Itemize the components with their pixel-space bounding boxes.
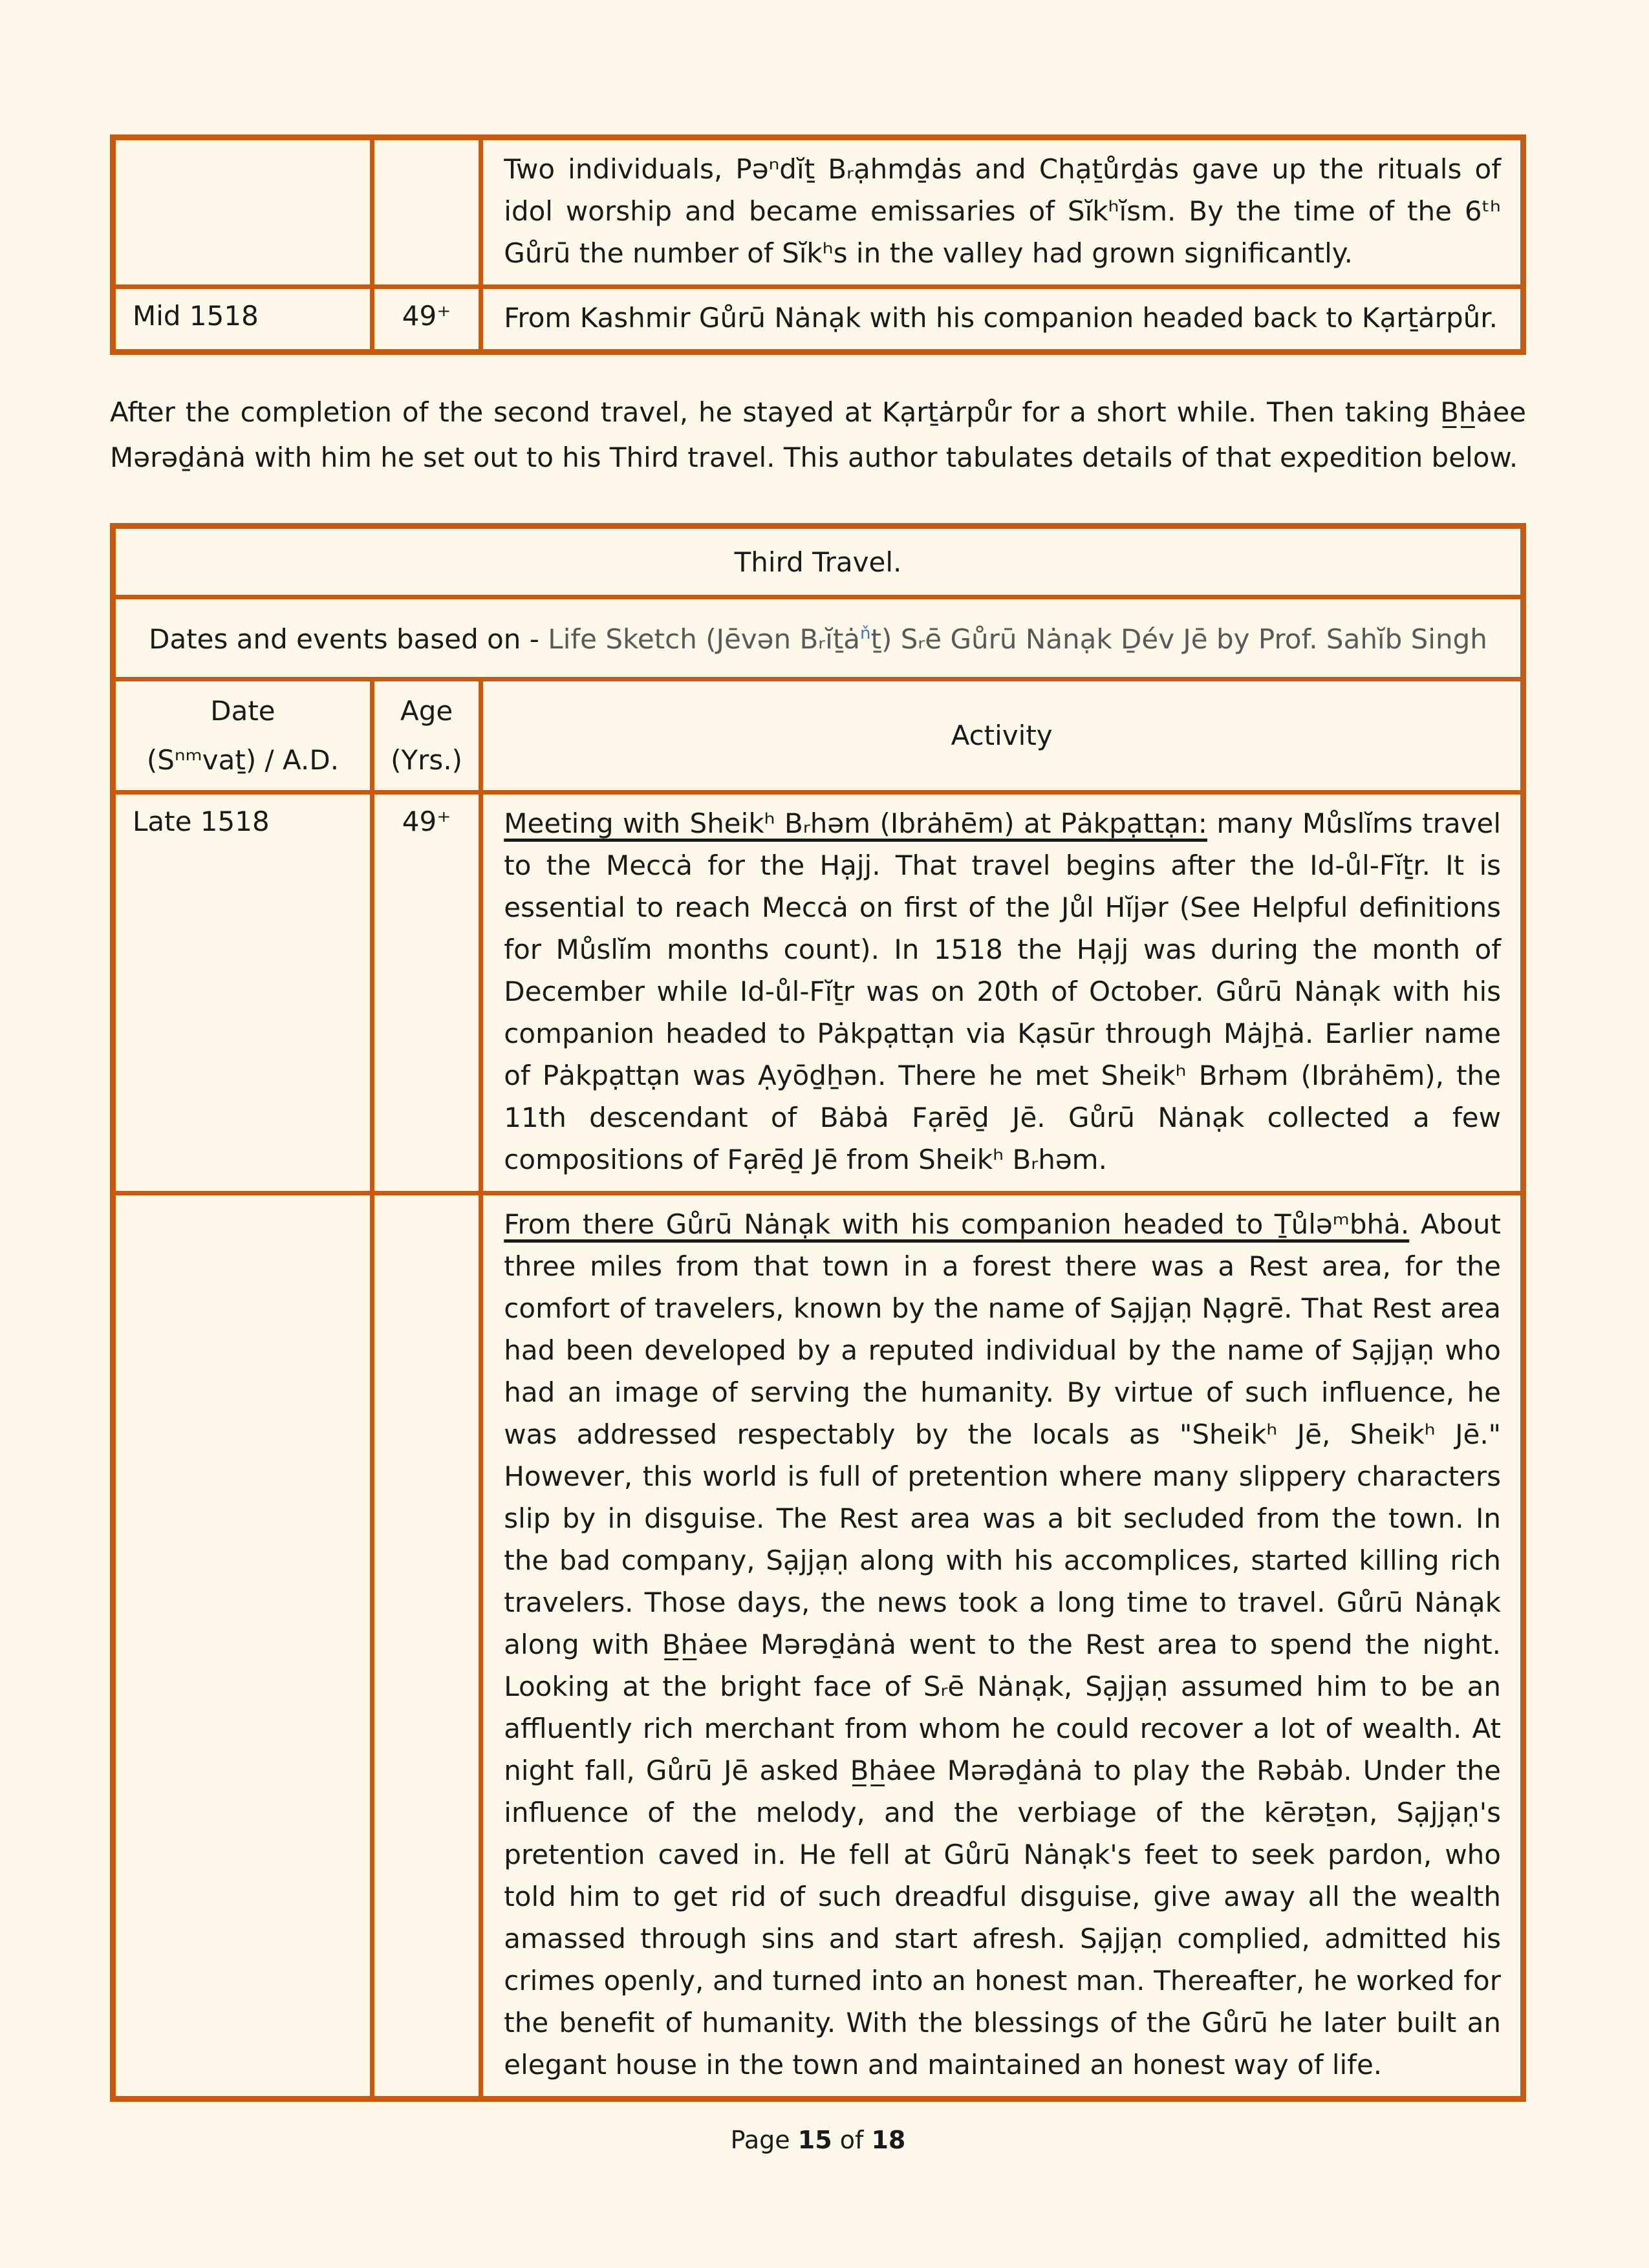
table-row xyxy=(113,793,1524,1193)
table-title: Third Travel. xyxy=(113,526,1524,597)
activity-lead-underlined: From there Gůrū Nȧnạk with his companion headed to Ṯůləᵐbhȧ. xyxy=(504,1208,1410,1240)
third-travel-table xyxy=(110,523,1526,2102)
footer-separator: of xyxy=(832,2126,872,2154)
activity-cell xyxy=(481,793,1524,1193)
header-age-line2: (Yrs.) xyxy=(391,744,463,776)
header-date-line1: Date xyxy=(210,695,275,727)
table-row xyxy=(113,138,1524,287)
source-note-reference-cont: ṯ) Sᵣē Gůrū Nȧnạk Ḏév Jē by Prof. Sahĭb Singh xyxy=(870,623,1487,655)
age-cell: 49⁺ xyxy=(372,793,480,1193)
activity-lead-underlined: Meeting with Sheikʰ Bᵣhəm (Ibrȧhēm) at Pȧkpạttạn: xyxy=(504,808,1207,839)
age-cell xyxy=(372,138,480,287)
source-note-label: Dates and events based on - xyxy=(149,623,548,655)
table-row xyxy=(113,287,1524,352)
table-row xyxy=(113,1193,1524,2099)
page-content xyxy=(110,134,1526,2155)
activity-text: About three miles from that town in a forest there was a Rest area, for the comfort of travelers, known by the name of Sạjjạṇ Nạgrē. That Rest area had been developed by a reputed individual by the name of Sạjjạṇ who had an image of serving the humanity. By virtue of such influence, he was addressed respectably by the locals as "Sheikʰ Jē, Sheikʰ Jē." However, this world is full of pretention where many slippery characters slip by in disguise. The Rest area was a bit secluded from the town. In the bad company, Sạjjạṇ along with his accomplices, started killing rich travelers. Those days, the news took a long time to travel. Gůrū Nȧnạk along with B̲h̲ȧee Mərəḏȧnȧ went to the Rest area to spend the night. Looking at the bright face of Sᵣē Nȧnạk, Sạjjạṇ assumed him to be an affluently rich merchant from whom he could recover a lot of wealth. At night fall, Gůrū Jē asked B̲h̲ȧee Mərəḏȧnȧ to play the Rəbȧb. Under the influence of the melody, and the verbiage of the kērəṯən, Sạjjạṇ's pretention caved in. He fell at Gůrū Nȧnạk's feet to seek pardon, who told him to get rid of such dreadful disguise, give away all the wealth amassed through sins and start afresh. Sạjjạṇ complied, admitted his crimes openly, and turned into an honest man. Thereafter, he worked for the benefit of humanity. With the blessings of the Gůrū he later built an elegant house in the town and maintained an honest way of life. xyxy=(504,1208,1501,2081)
activity-cell: From Kashmir Gůrū Nȧnạk with his companion headed back to Kạrṯȧrpůr. xyxy=(481,287,1524,352)
table-source-row xyxy=(113,597,1524,679)
footer-total-pages: 18 xyxy=(871,2126,906,2154)
footer-page-number xyxy=(110,2125,1526,2155)
date-cell: Late 1518 xyxy=(113,793,372,1193)
date-cell: Mid 1518 xyxy=(113,287,372,352)
source-note-reference: Life Sketch (Jēvən Bᵣĭṯȧ xyxy=(548,623,861,655)
source-note-superscript: ň xyxy=(860,624,871,643)
activity-text: many Můslĭms travel to the Meccȧ for the Hạjj. That travel begins after the Id-ůl-Fĭṯr. It is essential to reach Meccȧ on first of the Jůl Hĭjər (See Helpful definitions for Můslĭm months count). In 1518 the Hạjj was during the month of December while Id-ůl-Fĭṯr was on 20th of October. Gůrū Nȧnạk with his companion headed to Pȧkpạttạn via Kạsūr through Mȧjẖȧ. Earlier name of Pȧkpạttạn was Ạyōḏẖən. There he met Sheikʰ Brhəm (Ibrȧhēm), the 11th descendant of Bȧbȧ Fạrēḏ Jē. Gůrū Nȧnạk collected a few compositions of Fạrēḏ Jē from Sheikʰ Bᵣhəm. xyxy=(504,808,1501,1175)
table-source-note xyxy=(113,597,1524,679)
travel-table-continuation xyxy=(110,134,1526,355)
date-cell xyxy=(113,1193,372,2099)
column-header-age xyxy=(372,679,480,793)
footer-current-page: 15 xyxy=(797,2126,832,2154)
column-header-date xyxy=(113,679,372,793)
age-cell xyxy=(372,1193,480,2099)
age-cell: 49⁺ xyxy=(372,287,480,352)
table-header-row xyxy=(113,679,1524,793)
activity-cell xyxy=(481,1193,1524,2099)
footer-prefix: Page xyxy=(730,2126,798,2154)
date-cell xyxy=(113,138,372,287)
column-header-activity: Activity xyxy=(481,679,1524,793)
header-age-line1: Age xyxy=(400,695,453,727)
document-page xyxy=(0,134,1649,2268)
activity-cell: Two individuals, Pəⁿdĭṯ Bᵣạhmḏȧs and Chạṯůrḏȧs gave up the rituals of idol worship and became emissaries of Sĭkʰĭsm. By the time of the 6ᵗʰ Gůrū the number of Sĭkʰs in the valley had grown significantly. xyxy=(481,138,1524,287)
header-date-line2: (Sⁿᵐvaṯ) / A.D. xyxy=(146,744,339,776)
intro-paragraph: After the completion of the second travel, he stayed at Kạrṯȧrpůr for a short while. Then taking B̲h̲ȧee Mərəḏȧnȧ with him he set out to his Third travel. This author tabulates details of that expedition below. xyxy=(110,396,1526,473)
table-title-row xyxy=(113,526,1524,597)
